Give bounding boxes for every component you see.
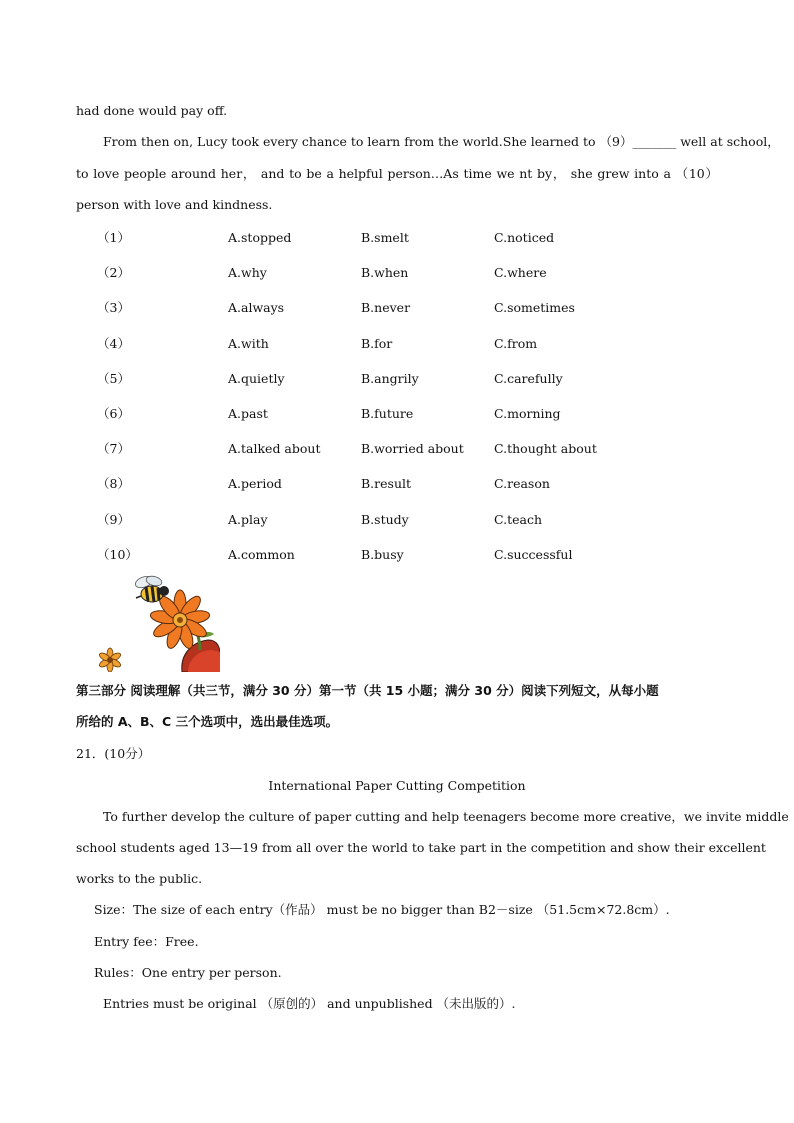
- option-a: A.play: [228, 512, 268, 527]
- option-c: C.sometimes: [494, 300, 575, 315]
- option-b: B.study: [361, 512, 409, 527]
- entry-fee: Entry fee：Free.: [94, 934, 199, 949]
- option-a: A.past: [228, 406, 268, 421]
- option-c: C.successful: [494, 547, 573, 562]
- option-b: B.for: [361, 336, 393, 351]
- option-row-1: [97, 230, 657, 246]
- option-b: B.never: [361, 300, 411, 315]
- option-c: C.teach: [494, 512, 543, 527]
- option-b: B.result: [361, 476, 412, 491]
- size-rule: Size：The size of each entry（作品） must be no bigger than B2－size （51.5cm×72.8cm）.: [94, 902, 670, 917]
- option-a: A.common: [228, 547, 295, 562]
- passage-line-2: From then on, Lucy took every chance to learn from the world.She learned to （9）_______ well at school，: [103, 134, 780, 149]
- option-a: A.period: [228, 476, 282, 491]
- intro-line-1: To further develop the culture of paper cutting and help teenagers become more creative，we invite middle: [103, 809, 789, 824]
- option-number: （3）: [97, 300, 130, 315]
- intro-line-2: school students aged 13—19 from all over the world to take part in the competition and show their excellent: [76, 840, 766, 855]
- option-row-7: [97, 441, 657, 457]
- passage-title: International Paper Cutting Competition: [268, 778, 526, 793]
- option-number: （8）: [97, 476, 130, 491]
- option-number: （7）: [97, 441, 130, 456]
- option-number: （9）: [97, 512, 130, 527]
- passage-line-3: to love people around her， and to be a helpful person…As time we nt by， she grew into a （10）: [76, 166, 718, 181]
- option-row-8: [97, 476, 657, 492]
- option-a: A.with: [228, 336, 269, 351]
- intro-line-3: works to the public.: [76, 871, 203, 886]
- option-number: （2）: [97, 265, 130, 280]
- option-row-6: [97, 406, 657, 422]
- option-c: C.where: [494, 265, 547, 280]
- section-heading-line-1: 第三部分 阅读理解（共三节，满分 30 分）第一节（共 15 小题；满分 30 分）阅读下列短文，从每小题: [76, 683, 659, 698]
- option-c: C.carefully: [494, 371, 563, 386]
- option-a: A.stopped: [228, 230, 292, 245]
- passage-line-1: had done would pay off.: [76, 103, 228, 118]
- option-c: C.from: [494, 336, 538, 351]
- option-row-9: [97, 512, 657, 528]
- option-b: B.angrily: [361, 371, 419, 386]
- rules: Rules：One entry per person.: [94, 965, 282, 980]
- option-row-10: [97, 547, 657, 563]
- option-a: A.quietly: [228, 371, 285, 386]
- option-c: C.morning: [494, 406, 561, 421]
- question-number: 21．(10分）: [76, 746, 151, 761]
- option-row-2: [97, 265, 657, 281]
- option-b: B.busy: [361, 547, 404, 562]
- option-a: A.always: [228, 300, 285, 315]
- option-c: C.thought about: [494, 441, 597, 456]
- passage-line-4: person with love and kindness.: [76, 197, 273, 212]
- small-flower-icon: [98, 648, 122, 672]
- originality-rule: Entries must be original （原创的） and unpublished （未出版的）.: [103, 996, 516, 1011]
- option-number: （5）: [97, 371, 130, 386]
- option-a: A.talked about: [228, 441, 321, 456]
- option-row-3: [97, 300, 657, 316]
- section-heading-line-2: 所给的 A、B、C 三个选项中，选出最佳选项。: [76, 714, 339, 729]
- option-a: A.why: [228, 265, 267, 280]
- bee-flower-illustration: [96, 574, 220, 672]
- option-b: B.smelt: [361, 230, 409, 245]
- option-b: B.future: [361, 406, 414, 421]
- option-row-4: [97, 336, 657, 352]
- option-b: B.worried about: [361, 441, 464, 456]
- option-number: （1）: [97, 230, 130, 245]
- option-number: （6）: [97, 406, 130, 421]
- option-b: B.when: [361, 265, 409, 280]
- option-number: （10）: [97, 547, 138, 562]
- option-number: （4）: [97, 336, 130, 351]
- option-c: C.reason: [494, 476, 550, 491]
- option-row-5: [97, 371, 657, 387]
- option-c: C.noticed: [494, 230, 555, 245]
